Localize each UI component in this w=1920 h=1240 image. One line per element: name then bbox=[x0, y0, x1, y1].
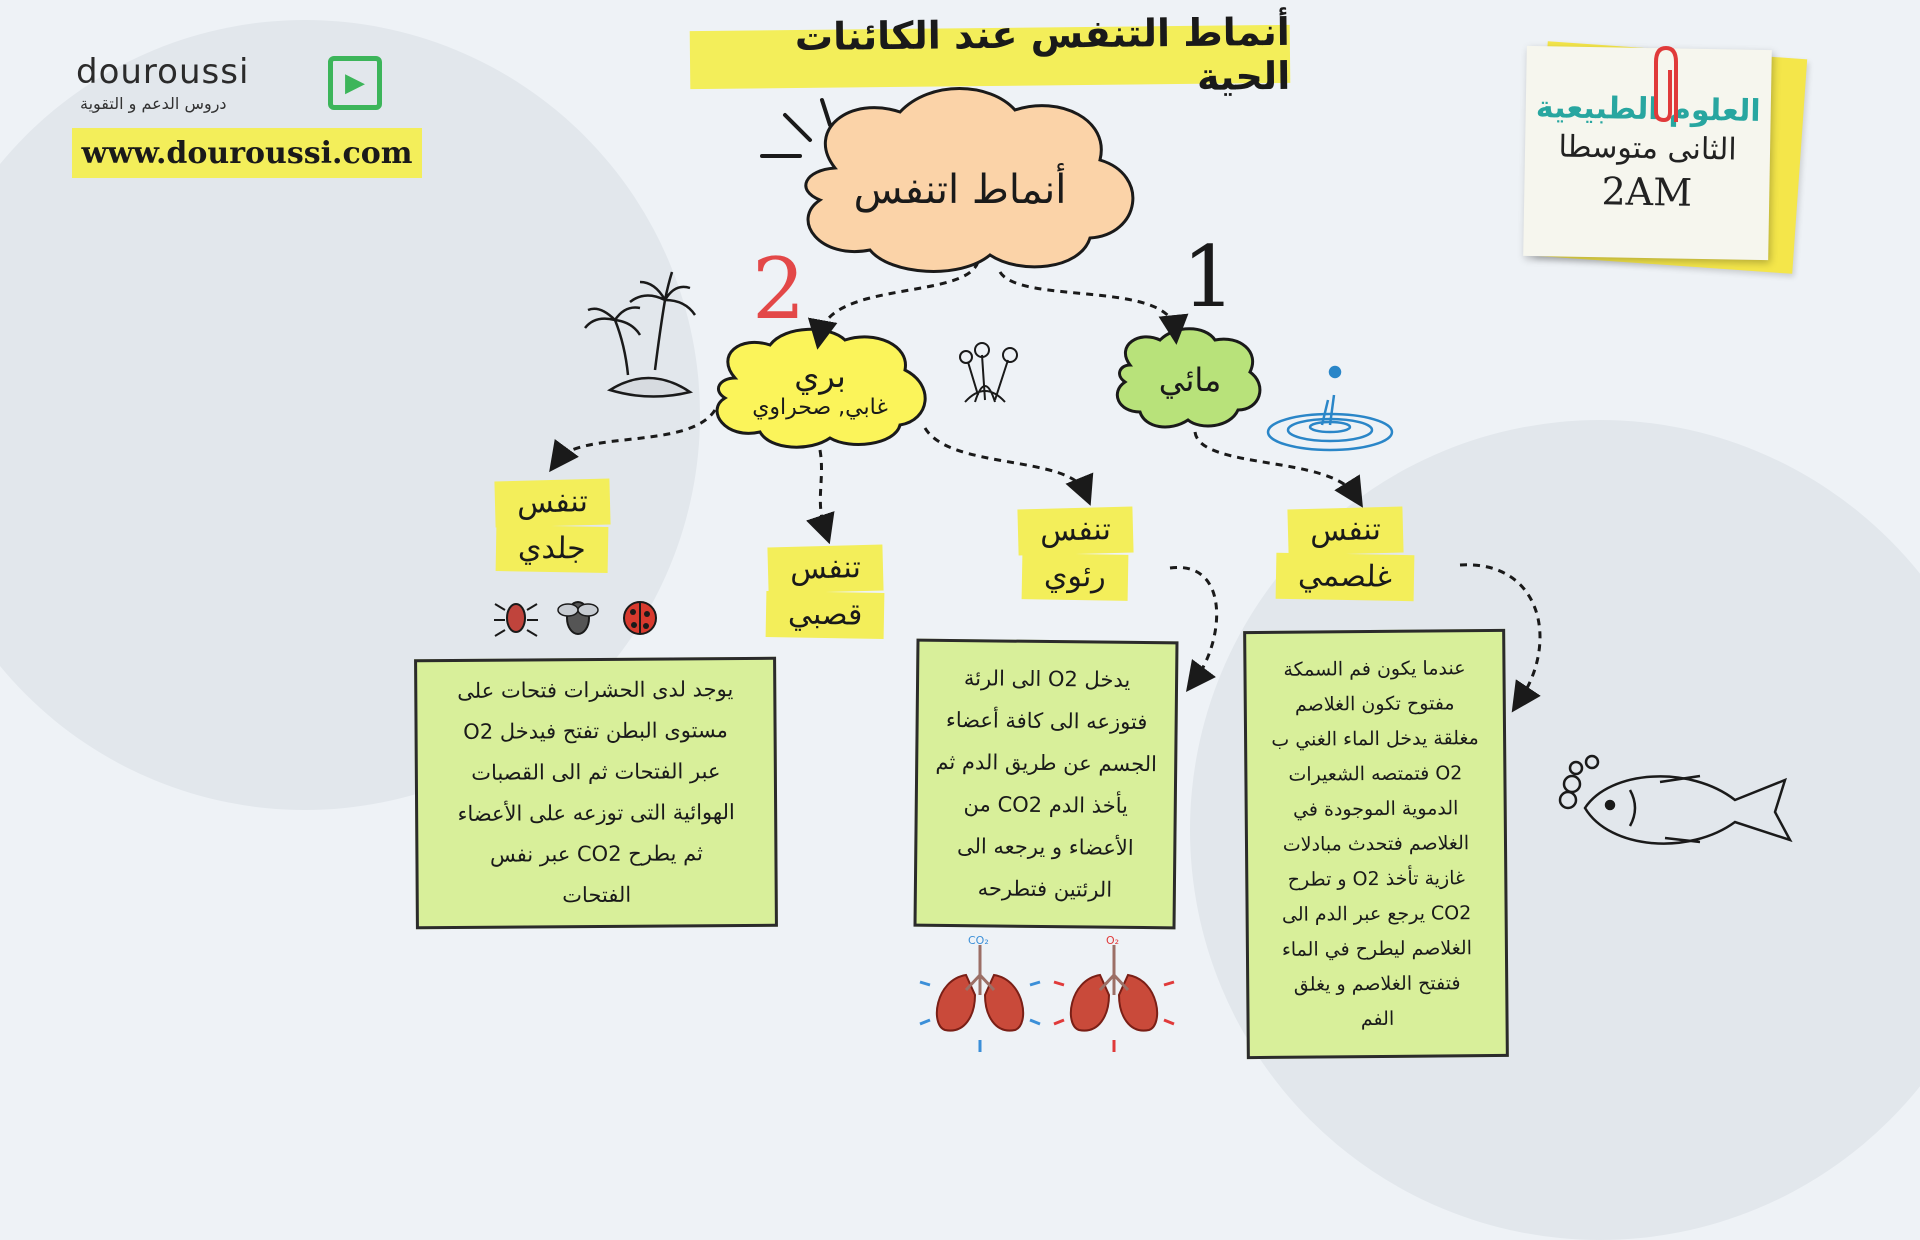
tag-gill bbox=[1265, 500, 1425, 608]
tracheal-line: ثم يطرح CO2 عبر نفس bbox=[489, 841, 704, 867]
page-title: أنماط التنفس عند الكائنات الحية bbox=[690, 25, 1291, 89]
arrow-to-lung bbox=[925, 428, 1085, 492]
tag-gill-line2: غلصمي bbox=[1276, 553, 1415, 601]
tracheal-line: يوجد لدى الحشرات فتحات على bbox=[457, 677, 734, 703]
note-subject: العلوم الطبيعية bbox=[1535, 90, 1761, 129]
tag-lung bbox=[995, 500, 1155, 608]
tag-tracheal bbox=[745, 538, 905, 646]
description-gill bbox=[1243, 629, 1509, 1059]
gill-line: مفتوح تكون الغلاصم bbox=[1294, 691, 1455, 716]
branch-number-aquatic: 1 bbox=[1182, 228, 1236, 326]
tag-lung-line2: رئوي bbox=[1022, 553, 1129, 601]
lung-line: يأخذ الدم CO2 من bbox=[963, 792, 1129, 818]
tracheal-line: عبر الفتحات ثم الى القصبات bbox=[471, 759, 721, 785]
arrow-to-tracheal bbox=[820, 450, 825, 530]
lung-line: يدخل O2 الى الرئة bbox=[963, 666, 1131, 692]
arrow-to-water bbox=[1000, 272, 1175, 330]
water-drop-icon bbox=[1268, 367, 1392, 450]
logo-tagline: دروس الدعم و التقوية bbox=[80, 94, 227, 113]
water-cloud-label: مائي bbox=[1158, 361, 1222, 399]
tag-skin bbox=[472, 472, 632, 580]
gill-line: الغلاصم فتحدث مبادلات bbox=[1282, 831, 1470, 856]
water-cloud bbox=[1120, 345, 1260, 415]
lung-line: فتوزعه الى كافة أعضاء bbox=[945, 707, 1148, 735]
gill-line: عندما يكون فم السمكة bbox=[1283, 656, 1466, 681]
land-cloud bbox=[725, 345, 915, 435]
tracheal-line: مستوى البطن تفتح فيدخل O2 bbox=[463, 718, 728, 744]
gill-line: فتفتح الغلاصم و يغلق bbox=[1293, 971, 1461, 996]
central-cloud bbox=[820, 150, 1100, 230]
arrow-to-skin bbox=[558, 410, 715, 460]
branch-number-terrestrial: 2 bbox=[752, 240, 806, 338]
lung-label-co2: CO₂ bbox=[968, 934, 989, 947]
description-tracheal bbox=[414, 657, 778, 930]
logo-brand: douroussi bbox=[76, 52, 250, 92]
central-cloud-label: أنماط اتنفس bbox=[853, 167, 1067, 213]
play-icon: ▶ bbox=[328, 56, 382, 110]
website-url[interactable]: www.douroussi.com bbox=[72, 128, 422, 178]
tag-tracheal-line2: قصبي bbox=[765, 591, 884, 639]
lung-label-o2: O₂ bbox=[1106, 934, 1120, 947]
description-lung bbox=[913, 639, 1178, 930]
gill-line: O2 فتمتصه الشعيرات bbox=[1288, 761, 1463, 786]
sketch-marks bbox=[762, 100, 830, 156]
flowers-icon bbox=[960, 343, 1017, 402]
lungs-icon bbox=[920, 945, 1174, 1052]
fish-icon bbox=[1560, 756, 1790, 844]
note-code: 2AM bbox=[1601, 169, 1693, 215]
tag-skin-line1: تنفس bbox=[494, 479, 610, 528]
gill-line: غازية تأخذ O2 و تطرح bbox=[1287, 866, 1465, 891]
tag-skin-line2: جلدي bbox=[496, 525, 609, 573]
tag-gill-line1: تنفس bbox=[1287, 507, 1403, 556]
arrow-to-land bbox=[820, 262, 978, 335]
palm-island-icon bbox=[585, 272, 695, 397]
gill-line: CO2 يرجع عبر الدم الى bbox=[1281, 901, 1472, 926]
gill-line: الغلاصم ليطرح في الماء bbox=[1281, 936, 1473, 961]
lung-line: الجسم عن طريق الدم ثم bbox=[935, 749, 1158, 777]
bugs-icon bbox=[494, 602, 656, 636]
tracheal-line: الهوائية التى توزعه على الأعضاء bbox=[457, 800, 735, 826]
lung-line: الرئتين فتطرحه bbox=[977, 876, 1113, 902]
tag-lung-line1: تنفس bbox=[1017, 507, 1133, 556]
lung-line: الأعضاء و يرجعه الى bbox=[956, 834, 1134, 860]
gill-line: الفم bbox=[1360, 1007, 1395, 1030]
tracheal-line: الفتحات bbox=[562, 882, 632, 908]
land-cloud-sublabel: غابي, صحراوي bbox=[752, 395, 888, 420]
gill-line: مغلقة يدخل الماء الغني ب bbox=[1271, 726, 1479, 751]
paperclip-icon bbox=[1656, 48, 1676, 122]
tag-tracheal-line1: تنفس bbox=[767, 545, 883, 594]
land-cloud-label: بري bbox=[794, 357, 846, 395]
gill-line: الدموية الموجودة في bbox=[1292, 796, 1459, 821]
note-level: الثانى متوسطا bbox=[1558, 129, 1737, 168]
